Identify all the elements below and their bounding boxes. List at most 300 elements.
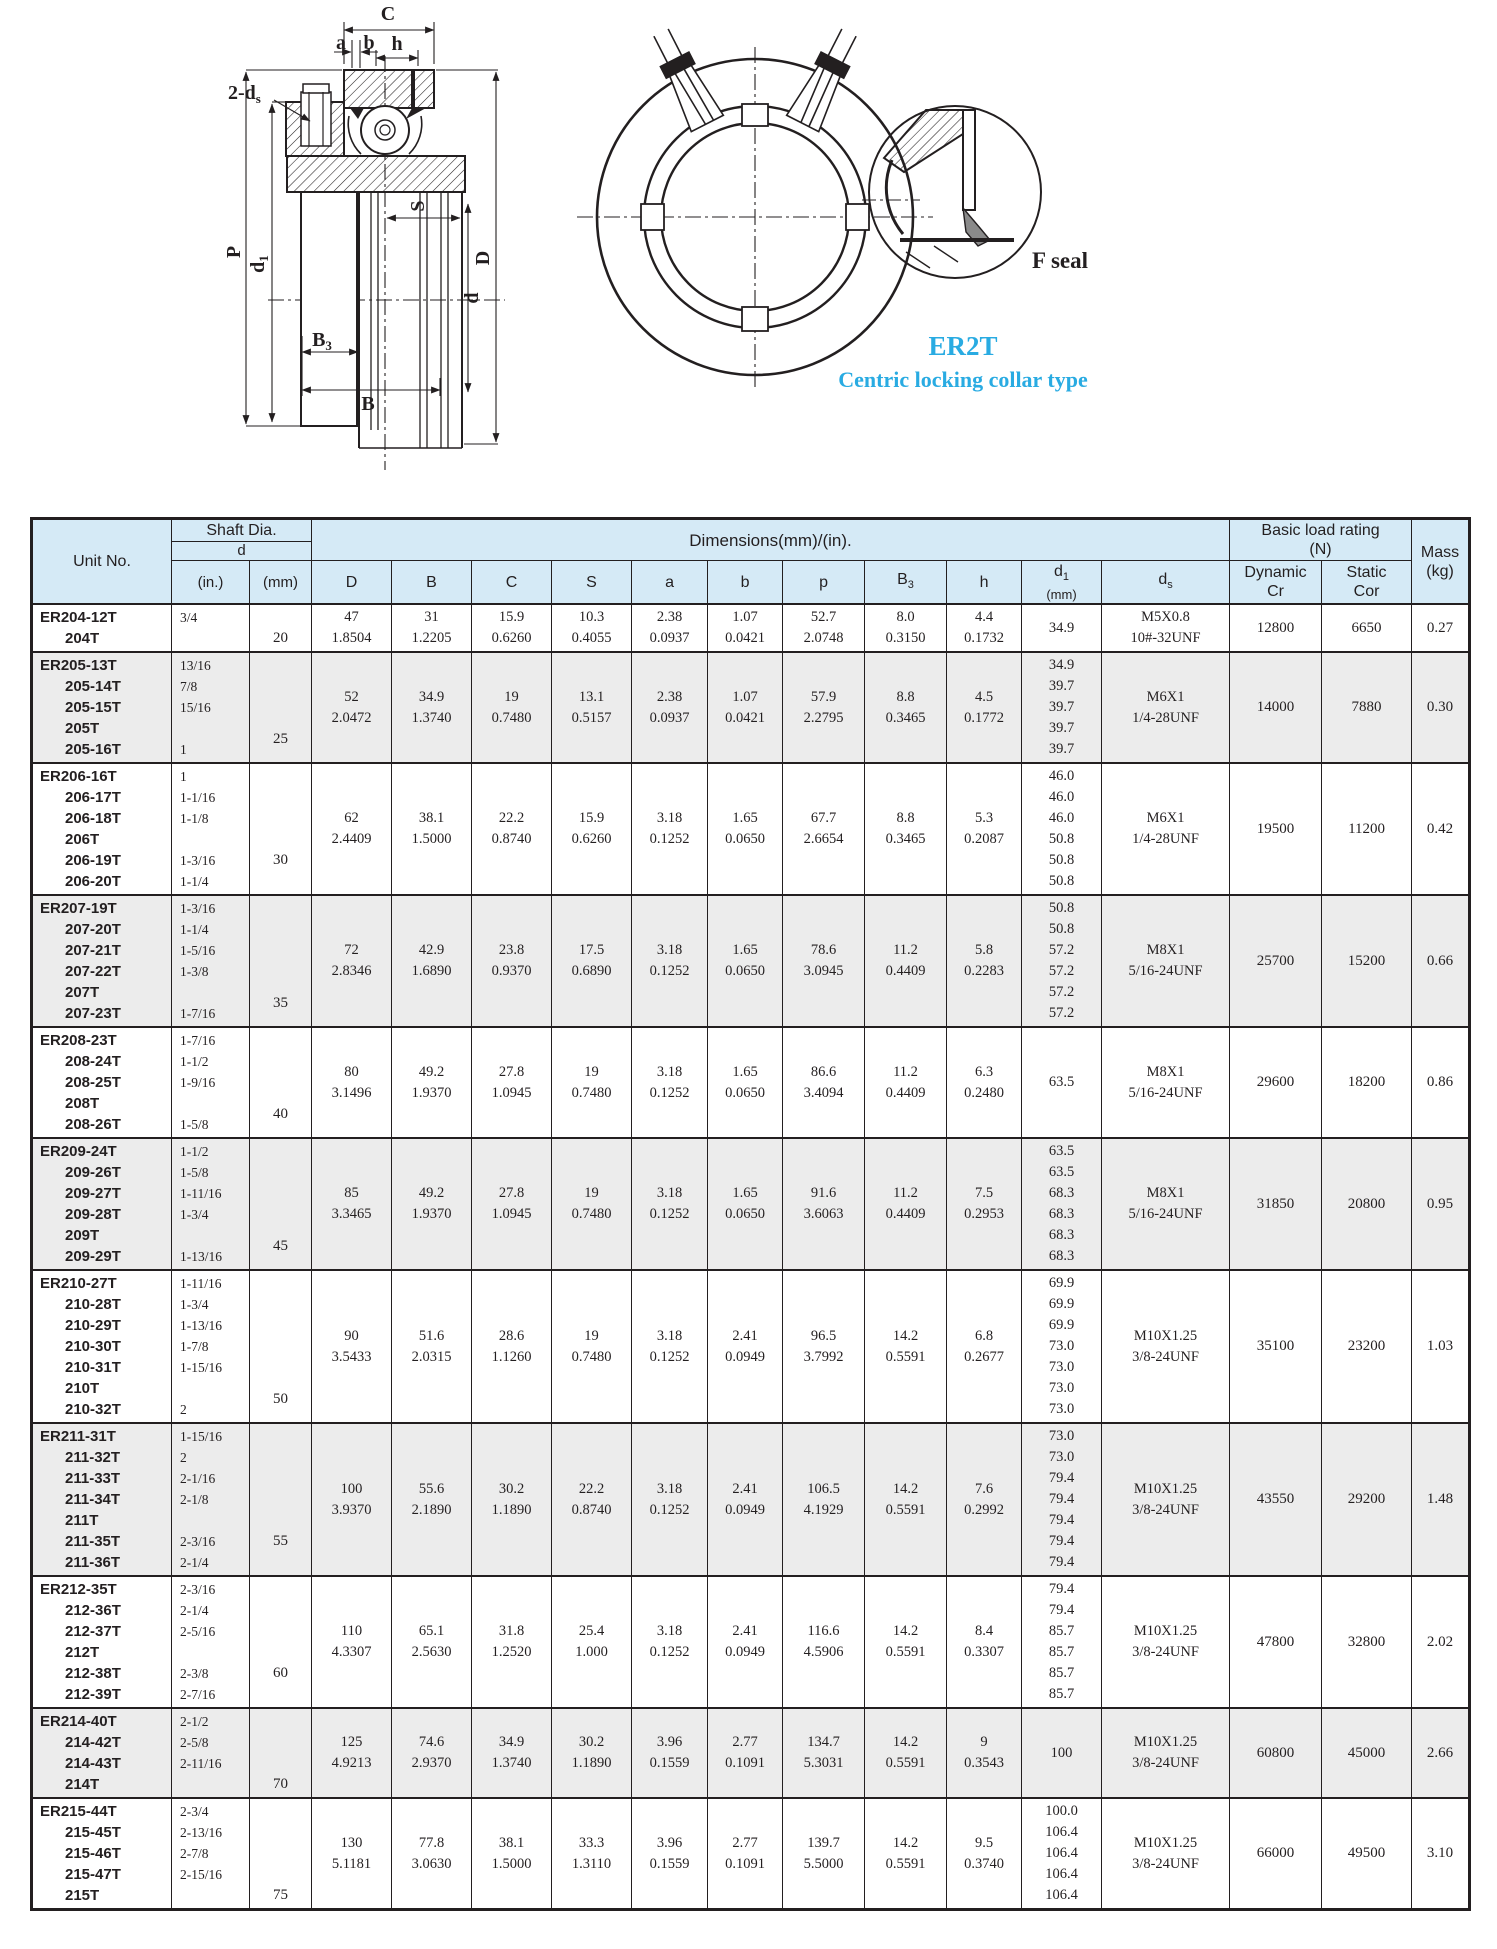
dim-cell-B [392,1798,472,1910]
model-label: ER210-27T [40,1275,117,1293]
shaft-in-value: 2-7/16 [180,1687,216,1703]
dim-value: 2.41 [732,1623,758,1640]
d1-value: 63.5 [1048,1143,1075,1160]
dim-cell-B3 [865,1027,947,1138]
shaft-in-value [172,718,249,739]
d1-value: 46.0 [1048,810,1075,827]
dim-cell-B [392,1576,472,1708]
dim-value: 106.5 [807,1480,840,1497]
dim-value: 0.1252 [649,1501,690,1518]
dim-cell-S [552,1576,632,1708]
static-cor-cell [1322,652,1412,763]
header-static-cor: Static Cor [1322,561,1412,605]
dim-value: 31.8 [498,1623,525,1640]
dim-value: 0.5591 [885,1348,926,1365]
dim-value: 0.0650 [725,831,765,848]
dim-cell-D [312,604,392,652]
model-label: 204T [65,630,100,648]
dim-cell-B3 [865,604,947,652]
dynamic-cr-cell [1230,1027,1322,1138]
shaft-mm-value: 75 [273,1887,288,1904]
d1-value: 39.7 [1048,678,1075,695]
shaft-in-value: 13/16 [180,658,211,674]
static-cor-cell [1322,1138,1412,1270]
dim-cell-b [708,1576,783,1708]
dim-value: 67.7 [810,810,837,827]
shaft-in-cell [172,1138,250,1270]
header-col-S: S [552,561,632,605]
dim-cell-p [783,895,865,1027]
dim-value: 0.2953 [964,1206,1004,1223]
dim-value: 19 [584,1185,599,1202]
dim-value: 65.1 [418,1623,445,1640]
dim-value: 2.9370 [411,1755,452,1772]
static-cor-cell [1322,1798,1412,1910]
dim-value: 0.1252 [649,831,690,848]
shaft-in-value: 1-1/16 [180,790,216,806]
unit-no-cell [32,652,172,763]
dim-cell-S [552,1708,632,1798]
d1-cell [1022,1708,1102,1798]
mass-cell [1412,1576,1470,1708]
dim-cell-S [552,1138,632,1270]
model-label: 207-23T [65,1005,121,1023]
shaft-in-value: 1-1/2 [180,1054,209,1070]
dim-value: 52.7 [810,609,837,626]
model-label: 215T [65,1887,100,1905]
shaft-in-value: 1 [180,742,187,758]
dim-label-S: S [407,200,429,212]
dim-value: 1.07 [732,688,758,705]
unit-no-cell [32,1423,172,1576]
model-label: ER209-24T [40,1143,117,1161]
dim-cell-h [947,1423,1022,1576]
dim-value: 25.4 [578,1623,605,1640]
dim-value: 51.6 [418,1327,445,1344]
ds-value: 3/8-24UNF [1132,1755,1199,1772]
shaft-in-value: 1-1/8 [180,811,209,827]
ds-value: 5/16-24UNF [1128,1084,1203,1101]
dim-cell-b [708,1270,783,1423]
shaft-in-value: 1-13/16 [180,1249,222,1265]
shaft-in-value: 2-1/8 [180,1492,209,1508]
dim-value: 4.9213 [331,1755,372,1772]
technical-drawing [0,0,1497,517]
static-cor-cell [1322,763,1412,895]
cross-section-view [268,56,505,470]
dim-value: 8.8 [896,810,915,827]
model-label: 209-26T [65,1164,121,1182]
ds-value: M8X1 [1146,942,1185,959]
dynamic-cr-cell [1230,1798,1322,1910]
dim-cell-b [708,652,783,763]
cor-value: 7880 [1351,699,1382,716]
dim-cell-S [552,1270,632,1423]
shaft-in-value: 2-1/4 [180,1555,209,1571]
dim-value: 0.5591 [885,1855,926,1872]
dynamic-cr-cell [1230,1423,1322,1576]
d1-value: 106.4 [1045,1845,1078,1862]
dim-value: 0.3150 [885,630,926,647]
unit-no-cell [32,1138,172,1270]
dim-value: 0.2283 [964,963,1004,980]
dim-value: 0.9370 [491,963,532,980]
dim-value: 7.5 [974,1185,994,1202]
dim-value: 2.6654 [803,831,844,848]
ds-value: 1/4-28UNF [1132,709,1199,726]
dim-cell-p [783,652,865,763]
dim-cell-p [783,763,865,895]
model-label: 205-15T [65,699,121,717]
model-label: 215-46T [65,1845,121,1863]
dim-cell-C [472,1576,552,1708]
dim-value: 8.4 [974,1623,994,1640]
dim-value: 0.5591 [885,1755,926,1772]
table-row [32,1798,1470,1910]
dim-value: 0.7480 [571,1348,612,1365]
cr-value: 25700 [1256,952,1295,969]
dim-cell-S [552,1027,632,1138]
dim-cell-C [472,1708,552,1798]
dim-value: 90 [344,1327,359,1344]
dim-value: 130 [340,1834,363,1851]
dim-value: 5.3031 [803,1755,844,1772]
dim-value: 13.1 [578,688,605,705]
dynamic-cr-cell [1230,1138,1322,1270]
shaft-in-value: 1-7/16 [180,1033,216,1049]
dynamic-cr-cell [1230,763,1322,895]
dim-value: 1.9370 [411,1206,452,1223]
dim-value: 3.18 [656,1063,683,1080]
shaft-mm-value: 30 [273,852,288,869]
dim-value: 1.9370 [411,1084,452,1101]
model-label: 207-21T [65,942,121,960]
mass-value: 1.48 [1426,1491,1454,1508]
shaft-in-value: 1 [180,769,187,785]
dim-value: 5.5000 [803,1855,844,1872]
dim-cell-B3 [865,1423,947,1576]
shaft-in-value: 2-3/16 [180,1534,216,1550]
shaft-in-cell [172,895,250,1027]
dim-cell-C [472,1138,552,1270]
ds-value: 3/8-24UNF [1132,1348,1199,1365]
dim-value: 2.5630 [411,1644,452,1661]
model-label: 214-43T [65,1755,121,1773]
dim-cell-h [947,895,1022,1027]
dim-cell-h [947,763,1022,895]
dim-value: 1.1260 [491,1348,532,1365]
dynamic-cr-cell [1230,1576,1322,1708]
dim-cell-b [708,1708,783,1798]
dim-value: 1.8504 [331,630,372,647]
dim-value: 0.2992 [964,1501,1004,1518]
ds-cell [1102,1027,1230,1138]
d1-cell [1022,1270,1102,1423]
model-label: ER206-16T [40,768,117,786]
dim-value: 8.0 [896,609,915,626]
ds-value: M8X1 [1146,1063,1185,1080]
dim-cell-B [392,895,472,1027]
ds-value: M10X1.25 [1133,1834,1198,1851]
d1-value: 85.7 [1048,1623,1075,1640]
dim-value: 0.5591 [885,1501,926,1518]
model-label: 206-19T [65,852,121,870]
static-cor-cell [1322,604,1412,652]
shaft-in-value: 1-5/8 [180,1117,209,1133]
mass-value: 0.86 [1426,1074,1454,1091]
dim-value: 1.6890 [411,963,452,980]
dim-value: 2.41 [732,1327,758,1344]
model-label: 211-34T [65,1491,121,1509]
d1-value: 57.2 [1048,1005,1075,1022]
dim-value: 86.6 [810,1063,837,1080]
static-cor-cell [1322,1270,1412,1423]
d1-value: 39.7 [1048,720,1075,737]
dim-value: 15.9 [498,609,525,626]
dim-value: 31 [424,609,439,626]
dim-value: 14.2 [892,1327,919,1344]
dim-value: 0.3465 [885,709,926,726]
shaft-in-cell [172,1423,250,1576]
cor-value: 15200 [1347,952,1386,969]
dim-value: 0.1252 [649,963,690,980]
dim-value: 85 [344,1185,359,1202]
header-unit-no: Unit No. [32,519,172,605]
dim-value: 38.1 [418,810,445,827]
series-title: ER2T [928,331,998,361]
dim-cell-p [783,1138,865,1270]
static-cor-cell [1322,1423,1412,1576]
cr-value: 12800 [1256,619,1295,636]
dim-value: 116.6 [807,1623,840,1640]
dim-value: 100 [340,1480,363,1497]
ds-value: 5/16-24UNF [1128,1206,1203,1223]
dim-value: 27.8 [498,1185,525,1202]
unit-no-cell [32,1798,172,1910]
dim-cell-C [472,1027,552,1138]
dim-cell-h [947,1270,1022,1423]
dim-value: 0.3543 [964,1755,1004,1772]
cor-value: 20800 [1347,1195,1386,1212]
dim-value: 1.1890 [491,1501,532,1518]
technical-drawing-area [0,0,1497,517]
dim-value: 78.6 [810,942,837,959]
dim-value: 2.1890 [411,1501,452,1518]
f-seal-label: F seal [1032,248,1088,273]
model-label: 211-33T [65,1470,121,1488]
unit-no-cell [32,763,172,895]
ds-value: M6X1 [1146,688,1185,705]
d1-value: 34.9 [1048,657,1075,674]
dim-value: 0.2480 [964,1084,1004,1101]
ds-value: 3/8-24UNF [1132,1644,1199,1661]
dim-value: 0.0937 [649,709,690,726]
dim-value: 3.4094 [803,1084,844,1101]
dim-value: 6.3 [974,1063,994,1080]
mass-cell [1412,763,1470,895]
ds-cell [1102,1576,1230,1708]
mass-value: 2.02 [1426,1633,1454,1650]
dim-cell-S [552,604,632,652]
dim-label-b: b [363,32,375,54]
mass-cell [1412,1138,1470,1270]
ds-cell [1102,1138,1230,1270]
model-label: 205-16T [65,741,121,759]
d1-value: 57.2 [1048,942,1075,959]
dim-value: 1.65 [732,1185,758,1202]
d1-value: 79.4 [1048,1512,1075,1529]
mass-cell [1412,1798,1470,1910]
dim-value: 0.1091 [725,1855,765,1872]
dim-value: 0.1252 [649,1084,690,1101]
shaft-in-value: 2-11/16 [180,1756,222,1772]
table-row [32,1270,1470,1423]
table-row [32,763,1470,895]
d1-value: 106.4 [1045,1866,1078,1883]
dim-cell-B3 [865,763,947,895]
shaft-in-cell [172,1798,250,1910]
ds-cell [1102,763,1230,895]
table-row [32,1576,1470,1708]
shaft-mm-cell [250,1423,312,1576]
model-label: 214-42T [65,1734,121,1752]
shaft-in-value: 2 [180,1450,187,1466]
d1-value: 73.0 [1048,1338,1075,1355]
dim-value: 0.0421 [725,630,765,647]
dim-value: 0.4409 [885,1206,926,1223]
dim-value: 1.3740 [491,1755,532,1772]
d1-value: 39.7 [1048,741,1075,758]
ds-value: 3/8-24UNF [1132,1501,1199,1518]
dim-value: 0.3307 [964,1644,1004,1661]
shaft-in-value [172,1378,249,1399]
dim-value: 23.8 [498,942,525,959]
dim-value: 110 [340,1623,363,1640]
shaft-in-value: 1-3/8 [180,964,209,980]
dim-value: 57.9 [810,688,837,705]
model-label: 210T [65,1380,100,1398]
dim-cell-h [947,1027,1022,1138]
unit-no-cell [32,1270,172,1423]
dim-value: 0.1252 [649,1348,690,1365]
dim-value: 0.6890 [571,963,612,980]
dim-value: 0.0949 [725,1644,765,1661]
model-label: ER211-31T [40,1428,116,1446]
dim-value: 0.7480 [571,1206,612,1223]
table-body [32,604,1470,1910]
d1-cell [1022,895,1102,1027]
dim-value: 4.5 [974,688,994,705]
mass-cell [1412,1423,1470,1576]
front-view [577,24,933,390]
shaft-in-value: 1-1/4 [180,922,209,938]
dim-value: 134.7 [807,1734,840,1751]
dim-value: 4.1929 [803,1501,844,1518]
dim-cell-b [708,1798,783,1910]
dim-value: 2.77 [732,1834,758,1851]
d1-value: 73.0 [1048,1401,1075,1418]
dim-value: 0.0650 [725,963,765,980]
dim-value: 27.8 [498,1063,525,1080]
d1-value: 50.8 [1048,900,1075,917]
set-screw-left [645,24,723,131]
dim-cell-D [312,1423,392,1576]
dim-value: 0.2677 [964,1348,1004,1365]
d1-value: 50.8 [1048,831,1075,848]
mass-cell [1412,1027,1470,1138]
dim-value: 2.0472 [331,709,372,726]
shaft-mm-cell [250,1270,312,1423]
dim-cell-B3 [865,895,947,1027]
ds-value: M10X1.25 [1133,1327,1198,1344]
shaft-in-value [172,1642,249,1663]
table-row [32,895,1470,1027]
dim-value: 2.2795 [803,709,844,726]
dim-cell-B [392,1138,472,1270]
dim-value: 0.1559 [649,1755,690,1772]
ds-cell [1102,652,1230,763]
basic-load-line2: (N) [1309,541,1332,558]
header-col-B: B [392,561,472,605]
dim-value: 33.3 [578,1834,605,1851]
ds-cell [1102,1798,1230,1910]
dim-value: 3.18 [656,810,683,827]
shaft-in-value: 2-3/16 [180,1582,216,1598]
header-mm: (mm) [250,561,312,605]
mass-label: Mass [1420,543,1460,561]
dim-cell-S [552,1798,632,1910]
dynamic-cr-cell [1230,652,1322,763]
shaft-mm-value: 55 [273,1533,288,1550]
model-label: 206-18T [65,810,121,828]
d1-cell [1022,1798,1102,1910]
mass-value: 0.30 [1426,699,1454,716]
dim-value: 0.1252 [649,1644,690,1661]
dim-cell-C [472,1270,552,1423]
shaft-in-value: 2-3/4 [180,1804,209,1820]
shaft-in-value [172,829,249,850]
shaft-mm-value: 25 [273,730,288,747]
model-label: 206-20T [65,873,121,891]
model-label: 212T [65,1644,100,1662]
dim-cell-a [632,1138,708,1270]
dim-value: 7.6 [974,1480,994,1497]
dim-value: 2.0315 [411,1348,452,1365]
mass-cell [1412,895,1470,1027]
dim-cell-B3 [865,1138,947,1270]
table-row [32,1138,1470,1270]
ds-value: M10X1.25 [1133,1623,1198,1640]
d1-value: 46.0 [1048,768,1075,785]
dim-label-h: h [391,33,403,55]
shaft-in-cell [172,1270,250,1423]
dim-label-B: B [361,393,375,415]
dim-cell-B3 [865,1708,947,1798]
shaft-in-value: 1-7/8 [180,1339,209,1355]
dynamic-cr-cell [1230,895,1322,1027]
model-label: 211T [65,1512,99,1530]
dim-label-d1: $d_1$ [247,255,271,273]
dim-value: 0.0949 [725,1348,765,1365]
dim-value: 11.2 [893,1185,918,1202]
model-label: 211-36T [65,1554,121,1572]
cr-value: 14000 [1256,699,1295,716]
shaft-in-value: 2-15/16 [180,1867,222,1883]
cr-value: 29600 [1256,1074,1295,1091]
ds-value: 1/4-28UNF [1132,831,1199,848]
table-row [32,604,1470,652]
dim-cell-B [392,1423,472,1576]
